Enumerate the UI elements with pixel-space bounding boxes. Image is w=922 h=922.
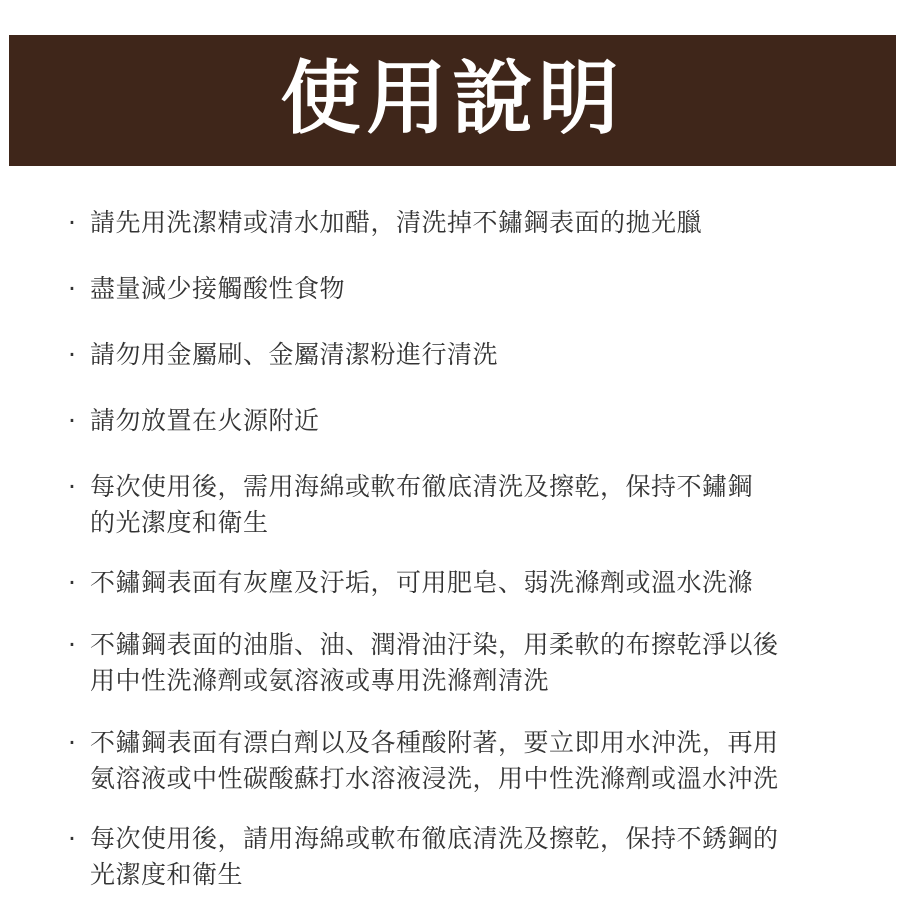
list-item bbox=[64, 469, 910, 541]
list-item-text: 不鏽鋼表面有漂白劑以及各種酸附著，要立即用水沖洗，再用 氨溶液或中性碳酸蘇打水溶液浸洗，用中性洗滌劑或溫水沖洗 bbox=[90, 728, 779, 793]
bullet-icon: · bbox=[68, 274, 77, 303]
bullet-icon: · bbox=[68, 728, 77, 757]
bullet-icon: · bbox=[68, 340, 77, 369]
header-banner bbox=[9, 35, 896, 166]
list-item-text: 請勿放置在火源附近 bbox=[90, 406, 320, 435]
list-item-text: 不鏽鋼表面的油脂、油、潤滑油汙染，用柔軟的布擦乾淨以後 用中性洗滌劑或氨溶液或專用洗滌劑清洗 bbox=[90, 630, 779, 695]
list-item bbox=[64, 821, 910, 893]
bullet-icon: · bbox=[68, 208, 77, 237]
list-item-text: 請先用洗潔精或清水加醋，清洗掉不鏽鋼表面的拋光臘 bbox=[90, 208, 703, 237]
list-item bbox=[64, 337, 910, 373]
list-item-text: 每次使用後，需用海綿或軟布徹底清洗及擦乾，保持不鏽鋼 的光潔度和衛生 bbox=[90, 472, 754, 537]
list-item-text: 每次使用後，請用海綿或軟布徹底清洗及擦乾，保持不銹鋼的 光潔度和衛生 bbox=[90, 824, 779, 889]
list-item-text: 請勿用金屬刷、金屬清潔粉進行清洗 bbox=[90, 340, 499, 369]
bullet-icon: · bbox=[68, 568, 77, 597]
list-item-text: 盡量減少接觸酸性食物 bbox=[90, 274, 346, 303]
list-item bbox=[64, 725, 910, 797]
list-item bbox=[64, 205, 910, 241]
bullet-icon: · bbox=[68, 630, 77, 659]
bullet-icon: · bbox=[68, 472, 77, 501]
list-item bbox=[64, 271, 910, 307]
bullet-icon: · bbox=[68, 406, 77, 435]
list-item-text: 不鏽鋼表面有灰塵及汙垢，可用肥皂、弱洗滌劑或溫水洗滌 bbox=[90, 568, 754, 597]
list-item bbox=[64, 627, 910, 699]
list-item bbox=[64, 403, 910, 439]
list-item bbox=[64, 565, 910, 601]
bullet-icon: · bbox=[68, 824, 77, 853]
page-title: 使用說明 bbox=[280, 51, 625, 145]
